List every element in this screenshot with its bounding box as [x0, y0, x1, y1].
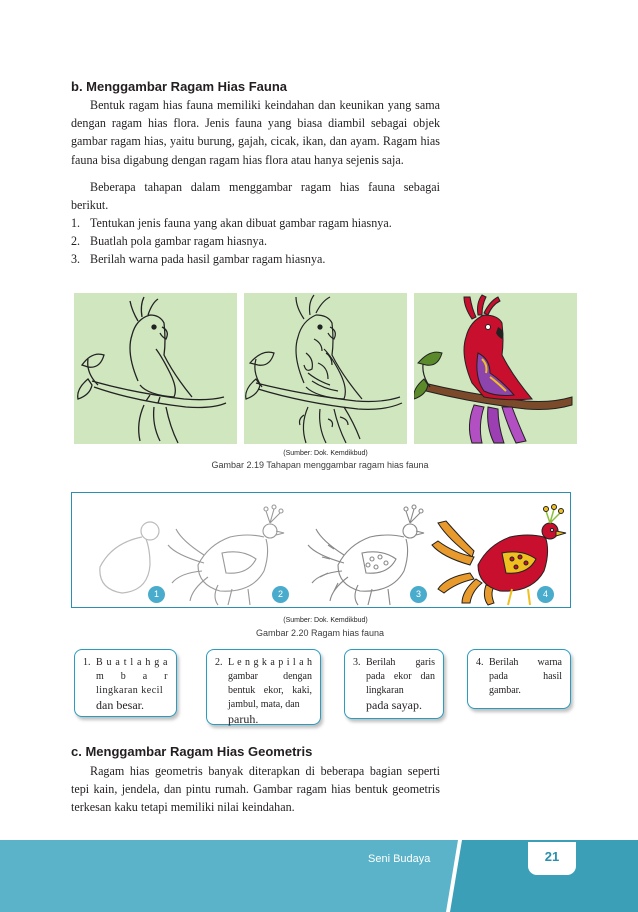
bird-colored-panel [414, 293, 577, 444]
step-number-badge: 3 [410, 586, 427, 603]
figure-220-source: (Sumber: Dok. Kemdikbud) [283, 617, 368, 624]
step-3-sketch [308, 505, 424, 605]
page-number: 21 [528, 842, 576, 875]
section-b-heading: b. Menggambar Ragam Hias Fauna [71, 79, 287, 94]
step-note-3: 3. Berilah garis pada ekor dan lingkaran pada sayap. [344, 649, 444, 719]
list-item: 1. Tentukan jenis fauna yang akan dibuat gambar ragam hiasnya. [71, 216, 392, 230]
section-c-paragraph-1: Ragam hias geometris banyak diterapkan di beberapa bagian seperti tepi kain, jendela, dan pintu rumah. Gambar ragam hias bentuk geometris terkesan kaku tetapi memiliki nilai keindahan. [71, 764, 440, 815]
section-c-heading: c. Menggambar Ragam Hias Geometris [71, 744, 313, 759]
section-b-step-list [71, 214, 440, 269]
step-number-badge: 4 [537, 586, 554, 603]
step-note-2: 2. L e n g k a p i l a h gambar dengan bentuk ekor, kaki, jambul, mata, dan paruh. [206, 649, 321, 725]
bird-steps-illustration [72, 493, 570, 607]
list-item: 2. Buatlah pola gambar ragam hiasnya. [71, 234, 267, 249]
section-b-paragraph-1: Bentuk ragam hias fauna memiliki keindahan dan keunikan yang sama dengan ragam hias flora. Jenis fauna yang biasa diambil sebagai objek gambar ragam hias, yaitu burung, gajah, cicak, ikan, dan ayam. Ragam hias fauna bisa digabung dengan ragam hias flora atau hanya sejenis saja. [71, 98, 440, 167]
step-number-badge: 1 [148, 586, 165, 603]
step-note-4: 4. Berilah warna pada hasil gambar. [467, 649, 571, 709]
bird-colored-illustration [414, 293, 577, 444]
bird-pattern-panel [244, 293, 407, 444]
bird-outline-illustration [74, 293, 237, 444]
section-b-paragraph-2: Beberapa tahapan dalam menggambar ragam hias fauna sebagai berikut. [71, 180, 440, 213]
bird-steps-box [71, 492, 571, 608]
footer-subject: Seni Budaya [368, 853, 431, 865]
figure-219-source: (Sumber: Dok. Kemdikbud) [283, 450, 368, 457]
step-number-badge: 2 [272, 586, 289, 603]
bird-pattern-illustration [244, 293, 407, 444]
step-1-sketch [100, 522, 159, 593]
figure-220-caption: Gambar 2.20 Ragam hias fauna [255, 628, 385, 638]
step-note-1: 1. B u a t l a h g a m b a r lingkaran kecil dan besar. [74, 649, 177, 717]
step-2-sketch [168, 505, 284, 605]
bird-outline-panel [74, 293, 237, 444]
figure-219-caption: Gambar 2.19 Tahapan menggambar ragam hias fauna [211, 460, 429, 470]
list-item: 3. Berilah warna pada hasil gambar ragam hiasnya. [71, 252, 326, 267]
